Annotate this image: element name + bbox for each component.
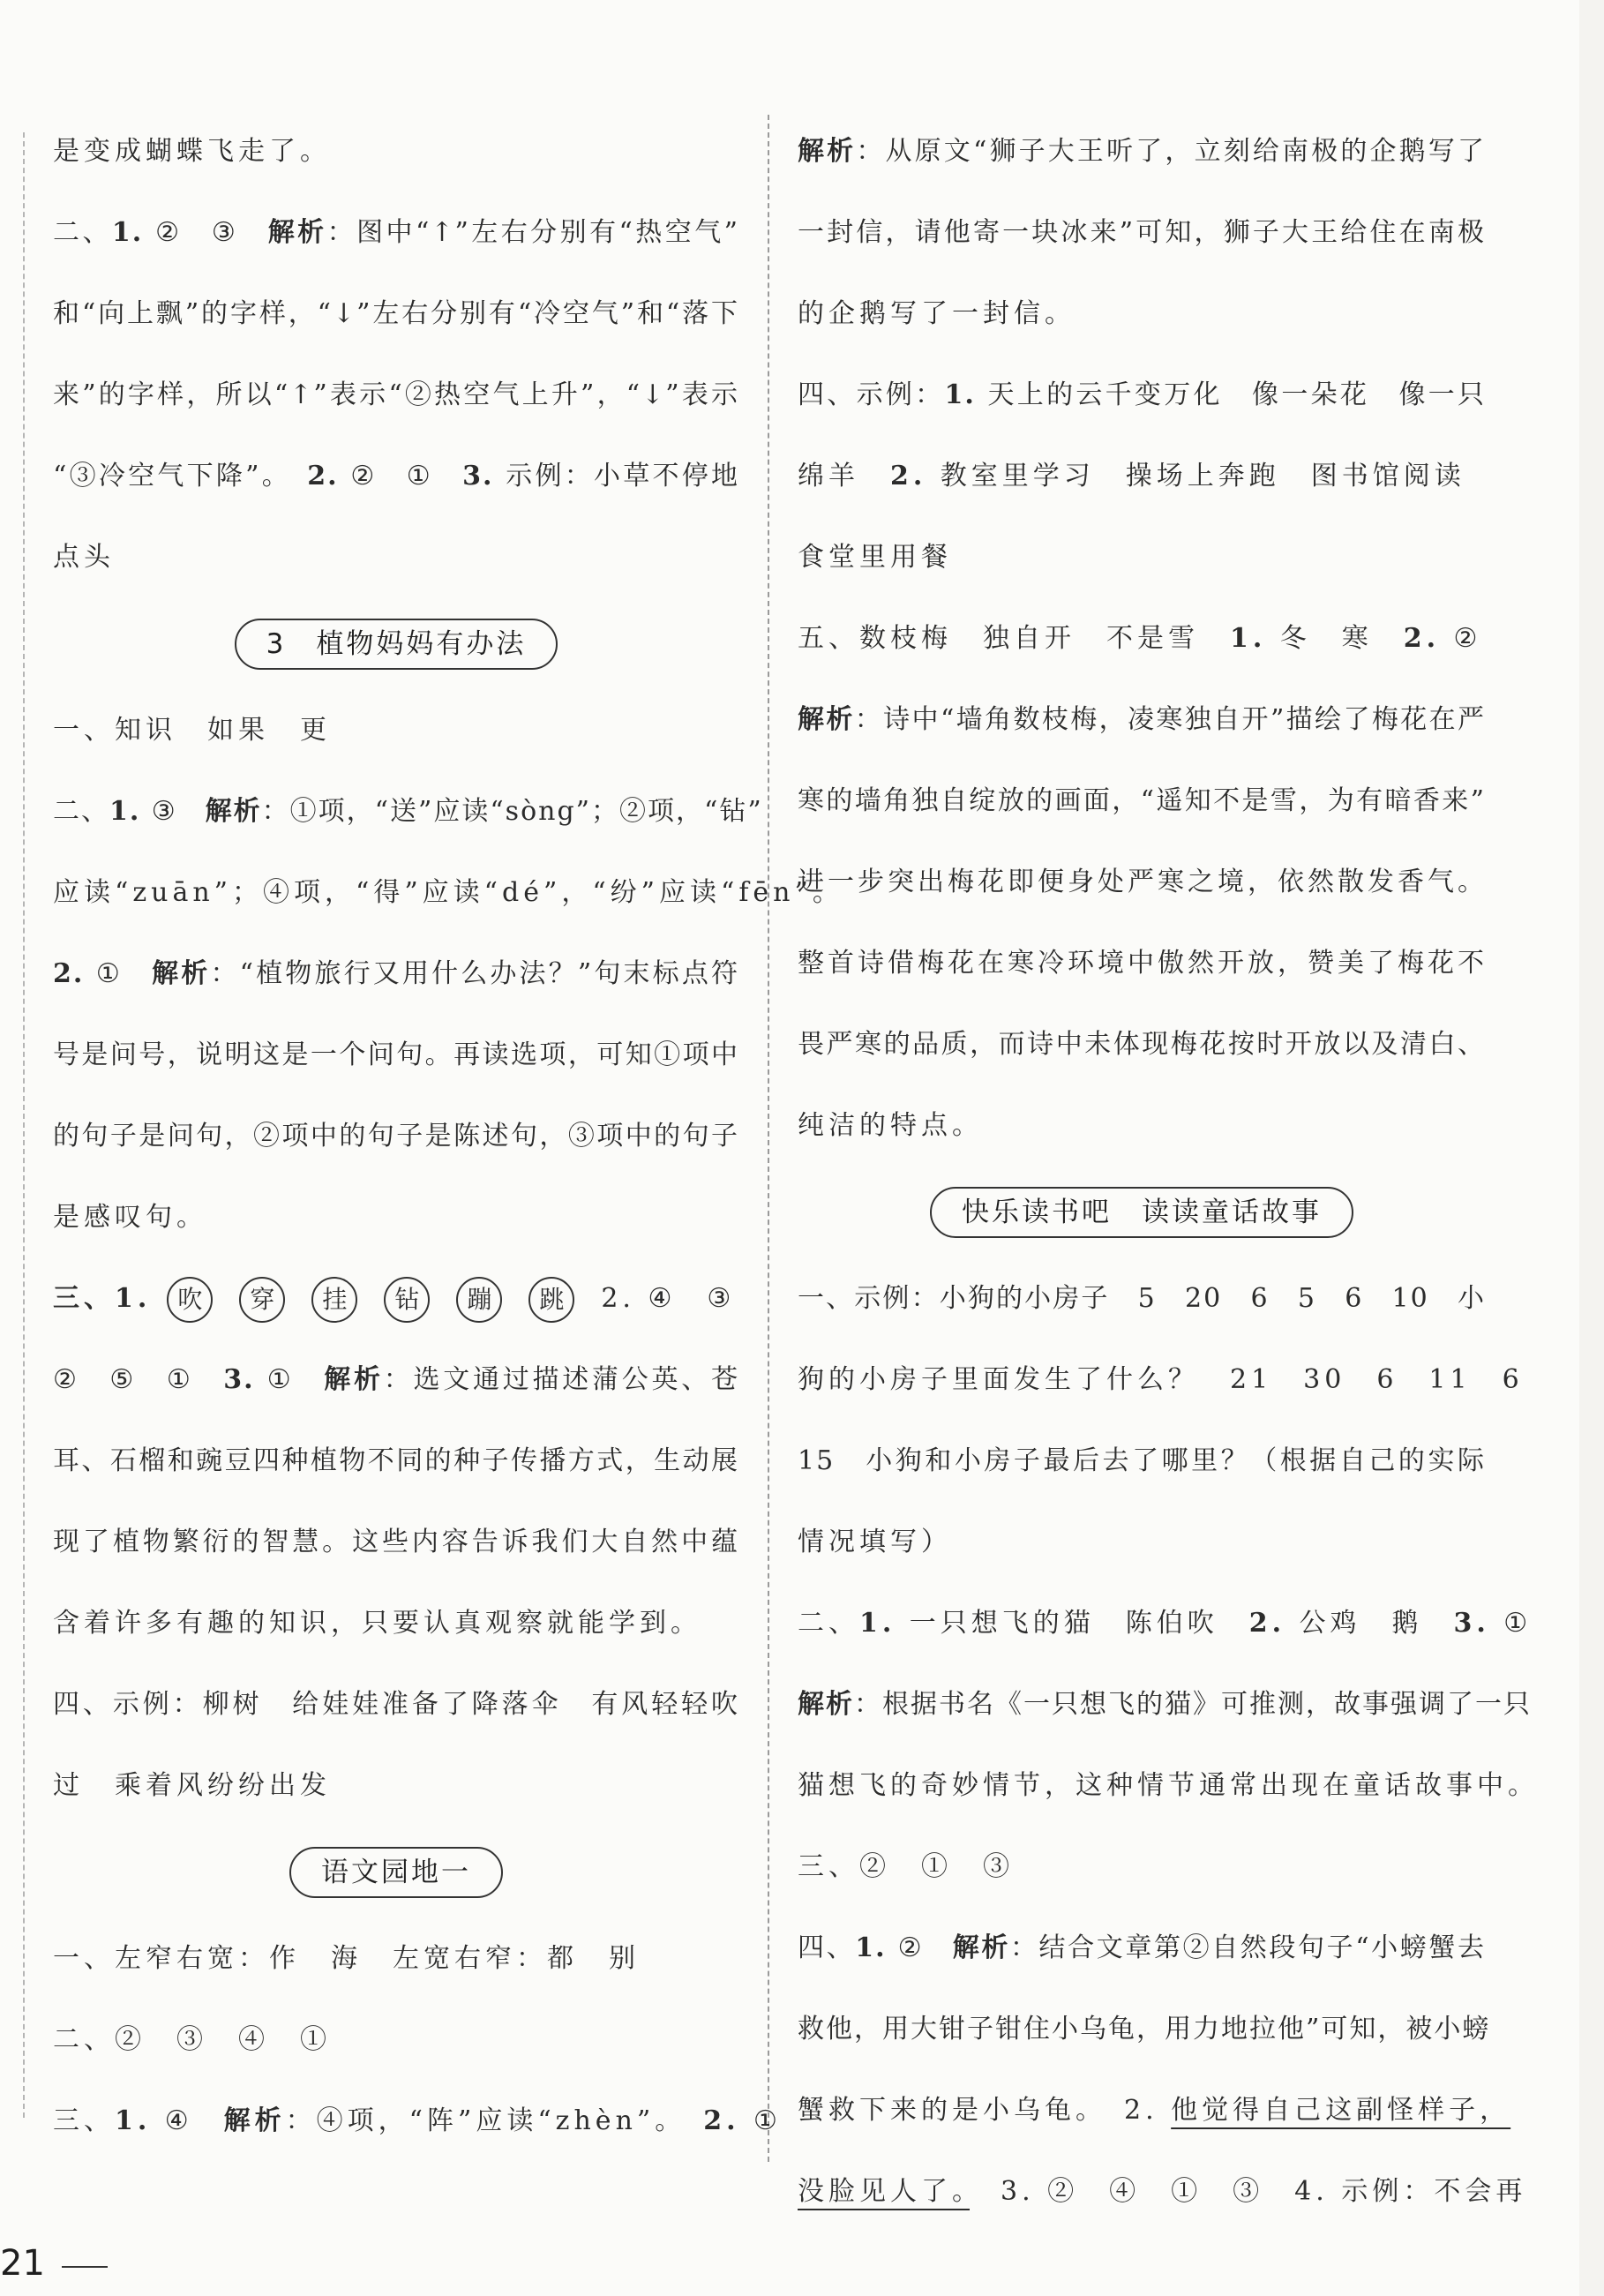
answer-line: 二、② ③ ④ ① [53,2024,331,2055]
left-column [53,111,843,2162]
column-divider [768,115,769,2162]
answer-line: 和“向上飘”的字样，“↓”左右分别有“冷空气”和“落下 [53,298,739,329]
section-heading-label: 语文园地一 [289,1847,503,1898]
answer-line: 解析：根据书名《一只想飞的猫》可推测，故事强调了一只 [798,1689,1532,1720]
answer-line: 一、知识 如果 更 [53,715,331,746]
answer-line [798,2151,1527,2232]
answer-line: 二、1. ③ 解析：①项，“送”应读“sòng”；②项，“钻” [53,796,763,827]
answer-line: 情况填写） [798,1527,952,1557]
answer-line: “③冷空气下降”。 2. ② ① 3. 示例：小草不停地 [53,461,740,491]
answer-line: 寒的墙角独自绽放的画面，“遥知不是雪，为有暗香来” [798,785,1486,816]
answer-line: 是变成蝴蝶飞走了。 [53,136,331,167]
circled-character: 跳 [528,1277,574,1323]
answer-line: 一、左窄右宽：作 海 左宽右窄：都 别 [53,1943,640,1974]
answer-line: 绵羊 2. 教室里学习 操场上奔跑 图书馆阅读 [798,461,1465,491]
answer-line: 畏严寒的品质，而诗中未体现梅花按时开放以及清白、 [798,1029,1486,1060]
answer-line: 点头 [53,542,115,573]
answer-text: 2. ④ ③ [601,1283,736,1314]
answer-line: 三、1. ④ 解析：④项，“阵”应读“zhèn”。 2. ① [53,2105,782,2136]
answer-line: 解析：诗中“墙角数枝梅，凌寒独自开”描绘了梅花在严 [798,704,1486,735]
answer-line: 五、数枝梅 独自开 不是雪 1. 冬 寒 2. ② [798,623,1482,654]
answer-line: 纯洁的特点。 [798,1110,983,1141]
answer-line: 解析：从原文“狮子大王听了，立刻给南极的企鹅写了 [798,136,1487,167]
section-heading [53,1827,739,1918]
answer-line: 三、② ① ③ [798,1851,1014,1882]
answer-line: 狗的小房子里面发生了什么？ 21 30 6 11 6 [798,1364,1524,1395]
answer-line: 救他，用大钳子钳住小乌龟，用力地拉他”可知，被小螃 [798,2014,1491,2045]
right-column [798,111,1539,2232]
page-number-dash [62,2266,108,2268]
answer-line: 四、示例：1. 天上的云千变万化 像一朵花 像一只 [798,379,1487,410]
answer-line: 含着许多有趣的知识，只要认真观察就能学到。 [53,1608,701,1639]
answer-line: 四、1. ② 解析：结合文章第②自然段句子“小螃蟹去 [798,1932,1487,1963]
answer-line [798,2070,1511,2151]
answer-line: 一封信，请他寄一块冰来”可知，狮子大王给住在南极 [798,217,1486,248]
answer-line: 食堂里用餐 [798,542,952,573]
circled-character: 钻 [384,1277,430,1323]
section-heading [53,598,739,690]
page-number: 21 [0,2243,45,2284]
answer-line: 现了植物繁衍的智慧。这些内容告诉我们大自然中蕴 [53,1527,739,1557]
answer-line: 耳、石榴和豌豆四种植物不同的种子传播方式，生动展 [53,1445,739,1476]
circled-character: 吹 [167,1277,213,1323]
circled-character: 蹦 [456,1277,502,1323]
answer-line: 号是问号，说明这是一个问句。再读选项，可知①项中 [53,1039,739,1070]
left-margin-rule [23,132,25,2118]
answer-line-circled-chars [53,1258,739,1339]
answer-line: 来”的字样，所以“↑”表示“②热空气上升”，“↓”表示 [53,379,739,410]
answer-line: 的句子是问句，②项中的句子是陈述句，③项中的句子 [53,1121,739,1152]
answer-text: 蟹救下来的是小乌龟。 2. [798,2095,1172,2126]
question-label: 三、1. [53,1283,152,1314]
circled-character: 挂 [311,1277,357,1323]
section-heading-label: 3 植物妈妈有办法 [235,619,558,670]
answer-line: 一、示例：小狗的小房子 5 20 6 5 6 10 小 [798,1283,1487,1314]
answer-line: 二、1. 一只想飞的猫 陈伯吹 2. 公鸡 鹅 3. ① [798,1608,1533,1639]
answer-line: 2. ① 解析：“植物旅行又用什么办法？”句末标点符 [53,958,739,989]
answer-line: 的企鹅写了一封信。 [798,298,1076,329]
answer-line: 二、1. ② ③ 解析：图中“↑”左右分别有“热空气” [53,217,740,248]
section-heading-label: 快乐读书吧 读读童话故事 [930,1187,1353,1238]
answer-line: ② ⑤ ① 3. ① 解析：选文通过描述蒲公英、苍 [53,1364,740,1395]
underlined-answer: 没脸见人了。 [798,2176,970,2207]
answer-line: 15 小狗和小房子最后去了哪里？（根据自己的实际 [798,1445,1486,1476]
answer-line: 过 乘着风纷纷出发 [53,1770,331,1801]
answer-text: 3. ② ④ ① ③ 4. 示例：不会再 [970,2176,1527,2207]
answer-line: 是感叹句。 [53,1202,207,1233]
answer-line: 整首诗借梅花在寒冷环境中傲然开放，赞美了梅花不 [798,948,1486,979]
answer-line: 进一步突出梅花即便身处严寒之境，依然散发香气。 [798,867,1486,897]
underlined-answer: 他觉得自己这副怪样子， [1171,2095,1511,2126]
answer-line: 应读“zuān”；④项，“得”应读“dé”，“纷”应读“fēn”。 [53,877,843,908]
circled-character: 穿 [239,1277,285,1323]
section-heading [798,1167,1486,1258]
answer-line: 猫想飞的奇妙情节，这种情节通常出现在童话故事中。 [798,1770,1539,1801]
answer-line: 四、示例：柳树 给娃娃准备了降落伞 有风轻轻吹 [53,1689,740,1720]
